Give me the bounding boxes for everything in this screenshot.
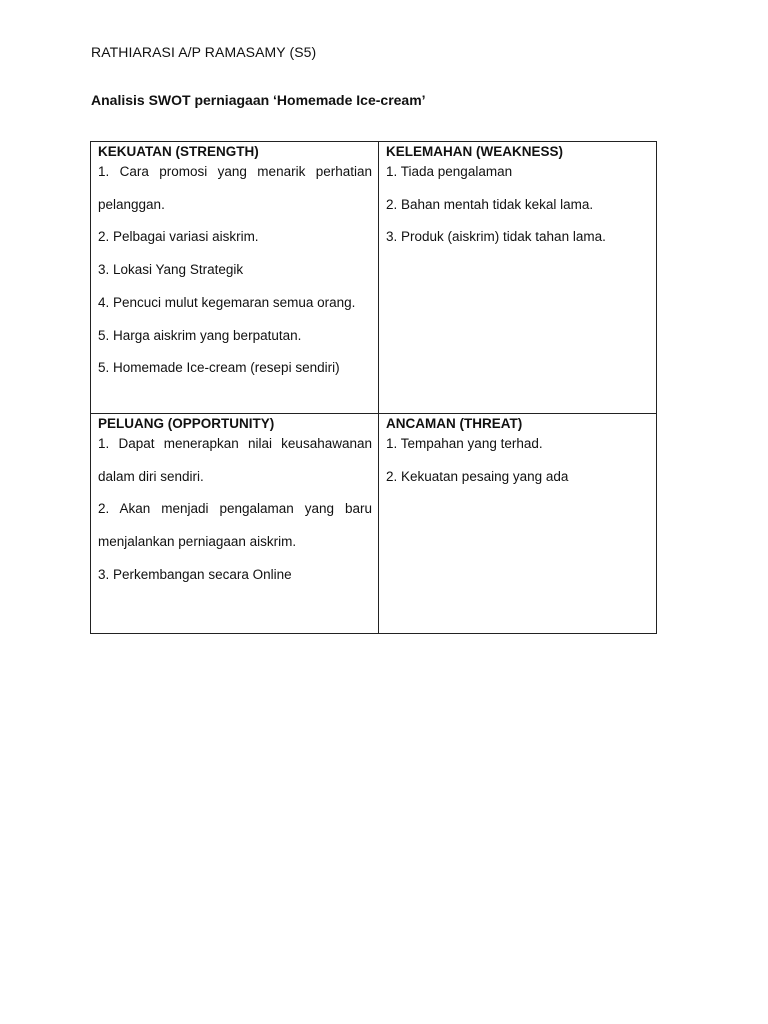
strength-cell	[91, 142, 379, 414]
weakness-item: 3. Produk (aiskrim) tidak tahan lama.	[386, 229, 606, 245]
document-title: Analisis SWOT perniagaan ‘Homemade Ice-cream’	[91, 92, 426, 108]
strength-heading: KEKUATAN (STRENGTH)	[98, 144, 259, 159]
opportunity-item: 3. Perkembangan secara Online	[98, 566, 292, 582]
swot-table	[90, 141, 657, 634]
strength-item: 3. Lokasi Yang Strategik	[98, 262, 244, 278]
opportunity-item: 1. Dapat menerapkan nilai keusahawanan dalam diri sendiri.	[98, 436, 372, 484]
strength-item: 2. Pelbagai variasi aiskrim.	[98, 229, 259, 245]
threat-heading: ANCAMAN (THREAT)	[386, 416, 523, 431]
threat-item: 1. Tempahan yang terhad.	[386, 436, 543, 451]
weakness-heading: KELEMAHAN (WEAKNESS)	[386, 144, 563, 159]
opportunity-item: 2. Akan menjadi pengalaman yang baru menjalankan perniagaan aiskrim.	[98, 501, 372, 550]
strength-item: 1. Cara promosi yang menarik perhatian pelanggan.	[98, 164, 372, 212]
threat-cell	[379, 414, 656, 633]
weakness-item: 1. Tiada pengalaman	[386, 164, 513, 179]
weakness-item: 2. Bahan mentah tidak kekal lama.	[386, 196, 594, 212]
opportunity-cell	[91, 414, 379, 633]
strength-item: 5. Homemade Ice-cream (resepi sendiri)	[98, 360, 340, 376]
weakness-cell	[379, 142, 656, 414]
strength-item: 5. Harga aiskrim yang berpatutan.	[98, 327, 302, 343]
opportunity-heading: PELUANG (OPPORTUNITY)	[98, 416, 275, 431]
strength-item: 4. Pencuci mulut kegemaran semua orang.	[98, 294, 356, 310]
author-name: RATHIARASI A/P RAMASAMY (S5)	[91, 44, 317, 60]
threat-item: 2. Kekuatan pesaing yang ada	[386, 468, 569, 484]
